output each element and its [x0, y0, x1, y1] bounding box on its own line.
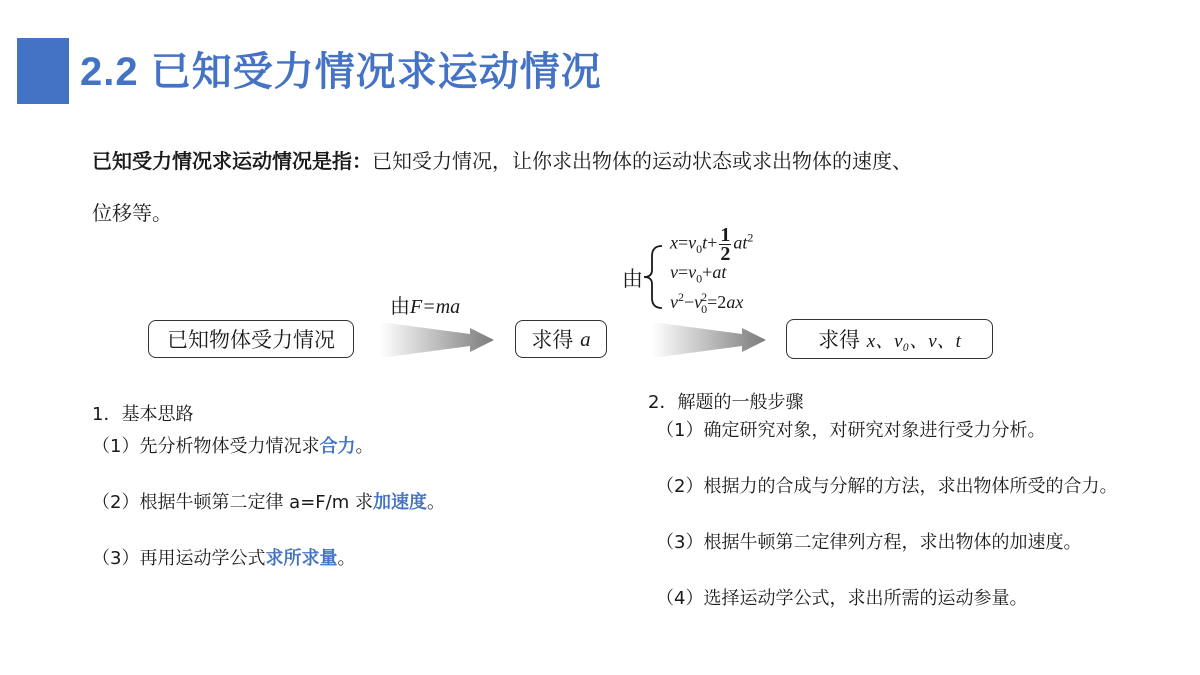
- solving-steps-heading: 2．解题的一般步骤: [648, 392, 804, 413]
- acceleration-var: a: [580, 326, 591, 351]
- approach-step-1-suffix: 。: [355, 436, 374, 457]
- approach-step-1-text: （1）先分析物体受力情况求: [92, 436, 320, 457]
- newton-law-prefix: 由: [390, 294, 410, 318]
- approach-step-3-highlight: 求所求量: [265, 548, 338, 569]
- page-title: 2.2 已知受力情况求运动情况: [80, 50, 602, 94]
- kinematics-prefix: 由: [622, 267, 643, 291]
- motion-result-box: [786, 319, 993, 359]
- solving-step-3: （3）根据牛顿第二定律列方程，求出物体的加速度。: [656, 532, 1082, 553]
- solving-step-1: （1）确定研究对象，对研究对象进行受力分析。: [656, 420, 1046, 441]
- intro-text: 已知受力情况，让你求出物体的运动状态或求出物体的速度、: [372, 151, 912, 173]
- approach-step-1: [92, 432, 445, 458]
- acceleration-prefix: 求得: [531, 328, 574, 352]
- arrow-2: [652, 318, 768, 362]
- known-force-label: 已知物体受力情况: [167, 328, 335, 352]
- approach-step-1-highlight: 合力: [319, 436, 356, 457]
- motion-result-vars: x、v₀、v、t: [866, 330, 961, 352]
- title-accent-bar: [17, 38, 69, 104]
- equation-velocity-displacement: $v^2-v_0^2=2ax$: [670, 290, 744, 316]
- equation-velocity: $v=v_0+at$: [670, 262, 727, 286]
- acceleration-box: [515, 320, 607, 358]
- solving-step-2: （2）根据力的合成与分解的方法，求出物体所受的合力。: [656, 476, 1118, 497]
- approach-step-3-text: （3）再用运动学公式: [92, 548, 266, 569]
- approach-step-2-text: （2）根据牛顿第二定律 a=F/m 求: [92, 492, 373, 513]
- arrow-1: [380, 318, 496, 362]
- solving-step-4: （4）选择运动学公式，求出所需的运动参量。: [656, 588, 1028, 609]
- newton-law-label: [390, 290, 460, 319]
- intro-paragraph: [92, 136, 1102, 240]
- motion-result-prefix: 求得: [818, 328, 861, 352]
- approach-step-3: [92, 544, 445, 570]
- intro-bold: 已知受力情况求运动情况是指：: [92, 151, 372, 173]
- approach-step-2-suffix: 。: [426, 492, 445, 513]
- equation-displacement: $x=v_0t+$ $\frac{1}{2}$ $at^2$: [670, 224, 754, 265]
- basic-approach-heading: 1．基本思路: [92, 404, 194, 425]
- basic-approach-section: [92, 400, 445, 570]
- approach-step-2-highlight: 加速度: [372, 492, 427, 513]
- newton-law-formula: F=ma: [410, 296, 461, 318]
- brace-icon: [640, 244, 666, 310]
- known-force-box: [148, 320, 354, 358]
- approach-step-2: [92, 488, 445, 514]
- solving-steps-section: [648, 388, 1117, 610]
- approach-step-3-suffix: 。: [337, 548, 356, 569]
- intro-text-2: 位移等。: [92, 203, 172, 225]
